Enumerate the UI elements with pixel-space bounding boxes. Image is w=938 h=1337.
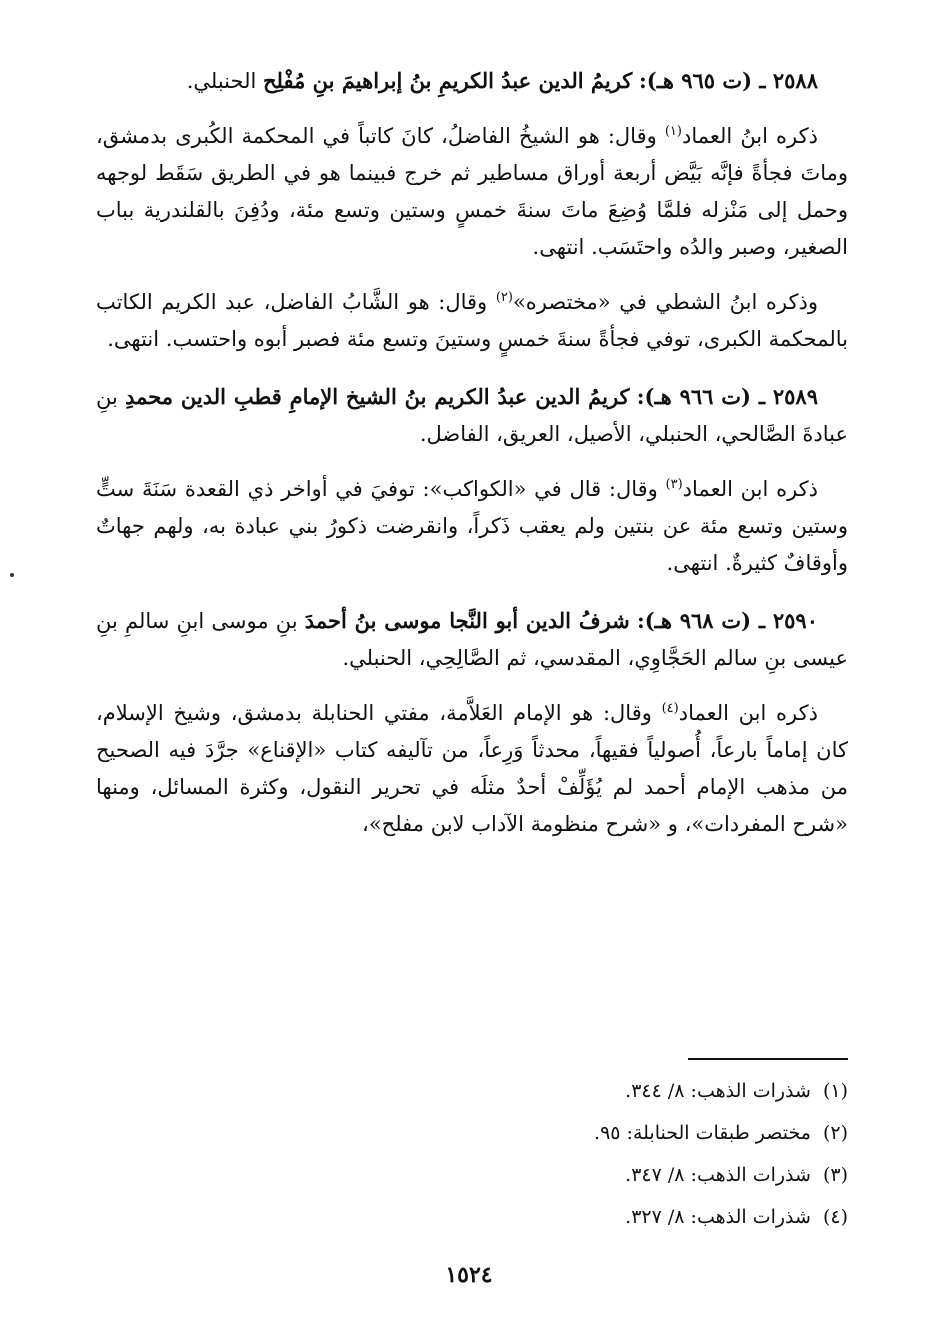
- entry-number: ٢٥٨٩ ـ (ت ٩٦٦ هـ):: [636, 384, 818, 409]
- entry-paragraph: [96, 284, 848, 358]
- paragraph-text: وقال: قال في «الكواكب»: توفيَ في أواخر ذي القعدة سَنَةَ ستٍّ وستين وتسع مئة عن بنتين ولم يعقب ذَكراً، وانقرضت ذكورُ بني عبادة به، ولهم جهاتٌ وأوقافٌ كثيرةٌ. انتهى.: [96, 477, 848, 575]
- entry-2588: [96, 62, 848, 358]
- paragraph-text: وقال: هو الشَّابُ الفاضل، عبد الكريم الكاتب بالمحكمة الكبرى، توفي فجأةً سنةَ خمسٍ وستينَ وتسع مئة فصبر أبوه واحتسب. انتهى.: [96, 290, 848, 351]
- entry-2590: [96, 602, 848, 843]
- entry-paragraph: [96, 695, 848, 843]
- footnote-ref[interactable]: (٤): [661, 701, 679, 716]
- paragraph-text: ذكره ابن العماد: [682, 477, 819, 501]
- entry-number: ٢٥٩٠ ـ (ت ٩٦٨ هـ):: [636, 608, 818, 633]
- footnote-text: شذرات الذهب: ٨/ ٣٤٤.: [625, 1080, 811, 1102]
- footnote-text: شذرات الذهب: ٨/ ٣٢٧.: [625, 1206, 811, 1228]
- footnote-number: (٣): [822, 1164, 848, 1186]
- footnote-ref[interactable]: (٣): [665, 477, 683, 492]
- footnote-item: [348, 1070, 848, 1112]
- paragraph-text: ذكره ابن العماد: [678, 701, 818, 725]
- footnote-number: (٤): [822, 1206, 848, 1228]
- paragraph-text: وذكره ابنُ الشطي في «مختصره»: [512, 290, 818, 314]
- footnote-ref[interactable]: (١): [664, 124, 682, 139]
- entry-name: شرفُ الدين أبو النَّجا موسى بنُ أحمدَ: [304, 608, 630, 633]
- footnotes: [348, 1070, 848, 1238]
- entry-name-rest: بنِ عبادةَ الصَّالحي، الحنبلي، الأصيل، العريق، الفاضل.: [96, 385, 848, 446]
- entry-paragraph: [96, 471, 848, 582]
- paragraph-text: وقال: هو الشيخُ الفاضلُ، كانَ كاتباً في المحكمة الكُبرى بدمشق، وماتَ فجأةً فإنَّه بَيَّض أربعة أوراق مساطير ثم خرج فبينما هو في الطريق سَقَط لوجهه وحمل إلى مَنْزله فلمَّا وُضِعَ ماتَ سنةَ خمسٍ وستين وتسع مئة، ودُفِنَ بالقلندرية بباب الصغير، وصبر والدُه واحتَسَب. انتهى.: [96, 124, 849, 259]
- footnote-divider: [688, 1058, 848, 1060]
- page-body: [96, 62, 848, 863]
- entry-name-rest: الحنبلي.: [186, 69, 257, 93]
- footnote-text: مختصر طبقات الحنابلة: ٩٥.: [594, 1122, 811, 1144]
- footnote-item: [348, 1196, 848, 1238]
- entry-heading: [96, 62, 848, 100]
- footnote-item: [348, 1154, 848, 1196]
- footnote-number: (١): [822, 1080, 848, 1102]
- paragraph-text: وقال: هو الإمام العَلاَّمة، مفتي الحنابلة بدمشق، وشيخ الإسلام، كان إماماً بارعاً، أُصولياً فقيهاً، محدثاً وَرِعاً، من تآليفه كتاب «الإقناع» جرَّدَ فيه الصحيح من مذهب الإمام أحمد لم يُؤَلِّفْ أحدٌ مثلَه في تحرير النقول، وكثرة المسائل، ومنها «شرح المفردات»، و «شرح منظومة الآداب لابن مفلح»،: [96, 701, 848, 836]
- entry-heading: [96, 378, 848, 453]
- footnote-ref[interactable]: (٢): [495, 290, 513, 305]
- paragraph-text: ذكره ابنُ العماد: [681, 124, 818, 148]
- page-number: ١٥٢٤: [445, 1262, 493, 1288]
- entry-name-rest: بنِ موسى ابنِ سالمِ بنِ عيسى بنِ سالم الحَجَّاوِي، المقدسي، ثم الصَّالِحِي، الحنبلي.: [96, 609, 848, 670]
- entry-name: كريمُ الدين عبدُ الكريمِ بنُ إبراهيمَ بنِ مُفْلِح: [262, 68, 633, 93]
- entry-heading: [96, 602, 848, 677]
- entry-2589: [96, 378, 848, 582]
- entry-number: ٢٥٨٨ ـ (ت ٩٦٥ هـ):: [639, 68, 818, 93]
- footnote-number: (٢): [822, 1122, 848, 1144]
- footnote-item: [348, 1112, 848, 1154]
- footnote-text: شذرات الذهب: ٨/ ٣٤٧.: [625, 1164, 811, 1186]
- entry-paragraph: [96, 118, 848, 266]
- entry-name: كريمُ الدين عبدُ الكريم بنُ الشيخ الإمامِ قطبِ الدين محمدِ: [125, 384, 630, 409]
- margin-mark: [10, 573, 14, 577]
